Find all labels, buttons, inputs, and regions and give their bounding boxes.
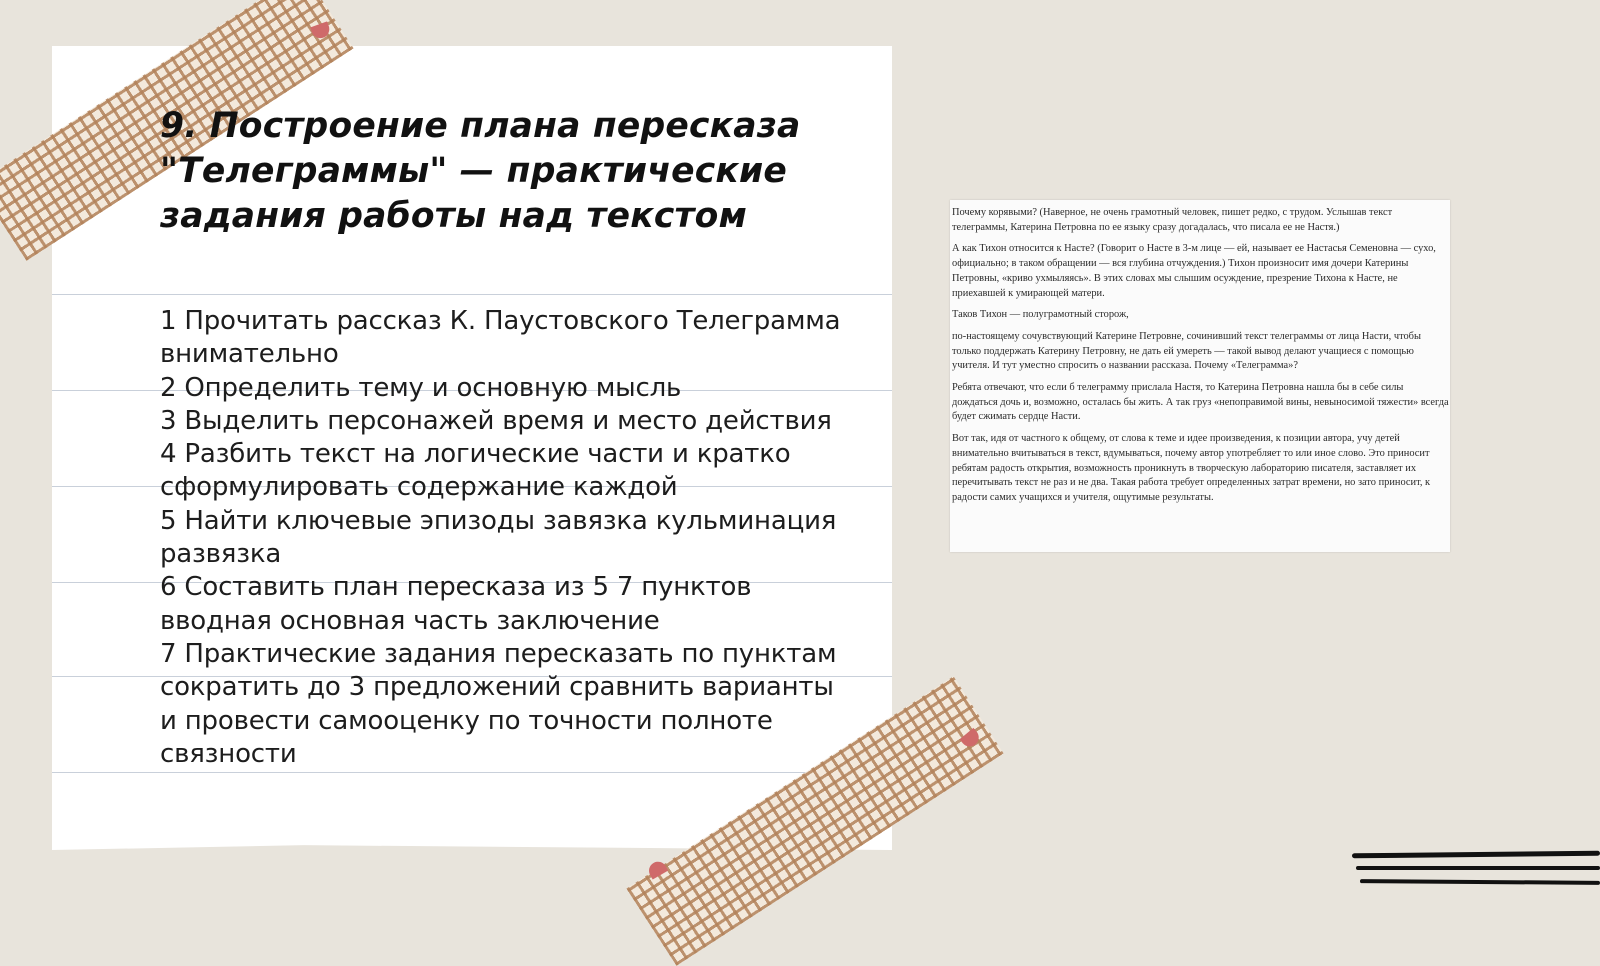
task-item-6: 6 Составить план пересказа из 5 7 пунктов вводная основная часть заключение — [160, 572, 752, 636]
brush-stroke — [1356, 866, 1600, 870]
task-item-7: 7 Практические задания пересказать по пунктам сократить до 3 предложений сравнить варианты и провести самооценку по точности полноте связности — [160, 638, 837, 769]
paper-rule — [52, 294, 892, 295]
task-item-4: 4 Разбить текст на логические части и кратко сформулировать содержание каждой — [160, 439, 791, 503]
scan-paragraph: Вот так, идя от частного к общему, от слова к теме и идее произведения, к позиции автора, учу детей внимательно вчитываться в текст, вдумываться, почему автор употребляет то или иное слово. Это приносит ребятам радость открытия, возможность проникнуть в творческую лабораторию писателя, заставляет их перечитывать текст не раз и не два. Такая работа требует определенных затрат времени, но зато приносит, к радости самих учащихся и учителя, ощутимые результаты. — [952, 433, 1431, 503]
slide-title: 9. Построение плана пересказа "Телеграммы" — практические задания работы над текстом — [160, 106, 801, 236]
scanned-text-image — [950, 200, 1450, 552]
brush-stroke — [1352, 851, 1600, 859]
scan-paragraph: А как Тихон относится к Насте? (Говорит о Насте в 3-м лице — ей, называет ее Настасья Семеновна — сухо, официально; в таком обращении — вся глубина отчуждения.) Тихон произносит имя дочери Катерины Петровны, «криво ухмыляясь». В этих словах мы слышим осуждение, презрение Тихона к Насте, не приехавшей к умирающей матери. — [952, 243, 1436, 299]
scan-paragraph: Ребята отвечают, что если б телеграмму прислала Настя, то Катерина Петровна нашла бы в себе силы дождаться дочь и, возможно, осталась бы жить. А так груз «непоправимой вины, невыносимой тяжести» всегда будет сжимать сердце Насти. — [952, 382, 1449, 423]
task-item-5: 5 Найти ключевые эпизоды завязка кульминация развязка — [160, 505, 837, 570]
scan-paragraph: Почему корявыми? (Наверное, не очень грамотный человек, пишет редко, с трудом. Услышав текст телеграммы, Катерина Петровна по ее языку сразу догадалась, что писала ее не Настя.) — [952, 207, 1393, 233]
scan-paragraph: Таков Тихон — полуграмотный сторож, — [952, 309, 1129, 321]
task-item-2: 2 Определить тему и основную мысль — [160, 372, 682, 403]
scan-paragraph: по-настоящему сочувствующий Катерине Петровне, сочинивший текст телеграммы от лица Насти, чтобы только поддержать Катерину Петровну, не дать ей умереть — такой вывод делают учащиеся с помощью учителя. И тут уместно спросить о названии рассказа. Почему «Телеграмма»? — [952, 330, 1421, 372]
task-item-1: 1 Прочитать рассказ К. Паустовского Телеграмма внимательно — [160, 306, 841, 370]
task-list — [160, 305, 850, 771]
paper-rule — [52, 772, 892, 773]
brush-stroke — [1360, 879, 1600, 885]
task-item-3: 3 Выделить персонажей время и место действия — [160, 405, 832, 436]
